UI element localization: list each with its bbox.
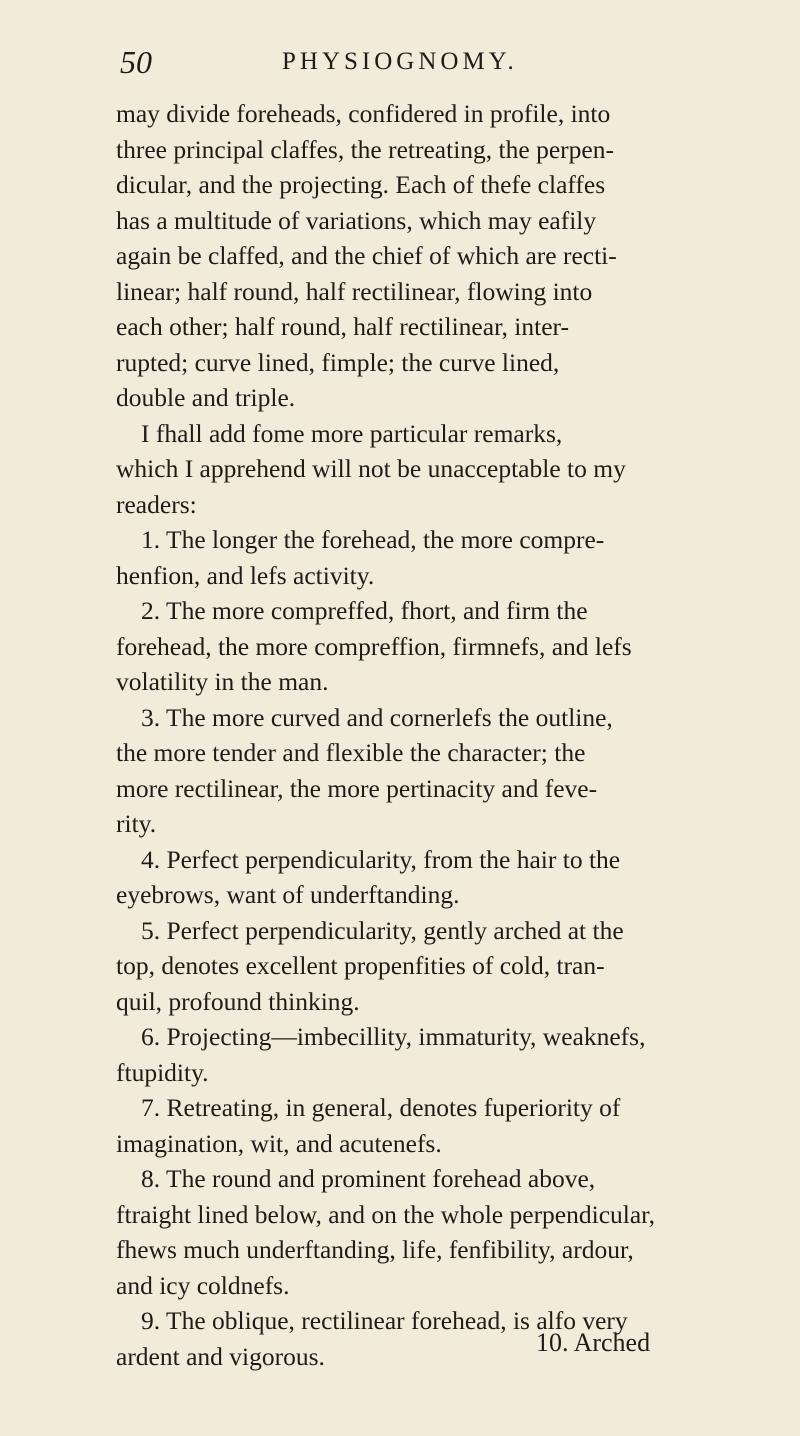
text-line: ftupidity. [116, 1057, 209, 1087]
text-line: readers: [116, 489, 197, 519]
text-line: eyebrows, want of underftanding. [116, 880, 460, 909]
text-line: rity. [116, 809, 157, 838]
text-line: ardent and vigorous. [116, 1341, 325, 1371]
page-number: 50 [120, 44, 152, 80]
text-line: linear; half round, half rectilinear, flowing into [116, 276, 593, 306]
page-header [120, 44, 680, 84]
text-line: rupted; curve lined, fimple; the curve lined, [116, 347, 560, 377]
text-line: 3. The more curved and cornerlefs the outline, [141, 702, 613, 732]
text-line: and icy coldnefs. [116, 1270, 290, 1300]
text-line: 9. The oblique, rectilinear forehead, is alfo very [141, 1306, 628, 1335]
text-line: 7. Retreating, in general, denotes fuperiority of [141, 1093, 621, 1122]
text-line: may divide foreheads, confidered in profile, into [116, 99, 611, 128]
text-line: 5. Perfect perpendicularity, gently arched at the [141, 915, 624, 945]
text-line: fhews much underftanding, life, fenfibility, ardour, [116, 1235, 634, 1264]
text-line: 1. The longer the forehead, the more compre- [141, 525, 605, 554]
text-line: three principal claffes, the retreating, the perpen- [116, 134, 614, 164]
text-line: 6. Projecting—imbecillity, immaturity, weaknefs, [141, 1022, 646, 1051]
text-line: double and triple. [116, 383, 296, 412]
text-line: quil, profound thinking. [116, 986, 360, 1016]
text-line: more rectilinear, the more pertinacity and feve- [116, 773, 598, 803]
running-head: PHYSIOGNOMY. [282, 48, 518, 75]
text-line: I fhall add fome more particular remarks, [141, 418, 563, 448]
text-line: 4. Perfect perpendicularity, from the hair to the [141, 844, 621, 874]
text-line: forehead, the more compreffion, firmnefs, and lefs [116, 631, 632, 661]
text-line: dicular, and the projecting. Each of thefe claffes [116, 170, 606, 199]
catchword: 10. Arched [536, 1328, 651, 1357]
text-line: the more tender and flexible the character; the [116, 738, 586, 767]
text-line: which I apprehend will not be unacceptable to my [116, 454, 626, 483]
text-line: imagination, wit, and acutenefs. [116, 1128, 442, 1158]
body-text [116, 96, 716, 1374]
text-line: each other; half round, half rectilinear, inter- [116, 312, 569, 341]
text-line: top, denotes excellent propenfities of cold, tran- [116, 951, 605, 980]
text-line: henfion, and lefs activity. [116, 560, 375, 590]
text-line: 8. The round and prominent forehead above, [141, 1164, 596, 1193]
text-line: again be claffed, and the chief of which are recti- [116, 241, 617, 270]
text-line: ftraight lined below, and on the whole perpendicular, [116, 1199, 656, 1229]
text-line: volatility in the man. [116, 667, 329, 696]
text-line: 2. The more compreffed, fhort, and firm the [141, 596, 588, 625]
text-line: has a multitude of variations, which may eafily [116, 205, 597, 235]
